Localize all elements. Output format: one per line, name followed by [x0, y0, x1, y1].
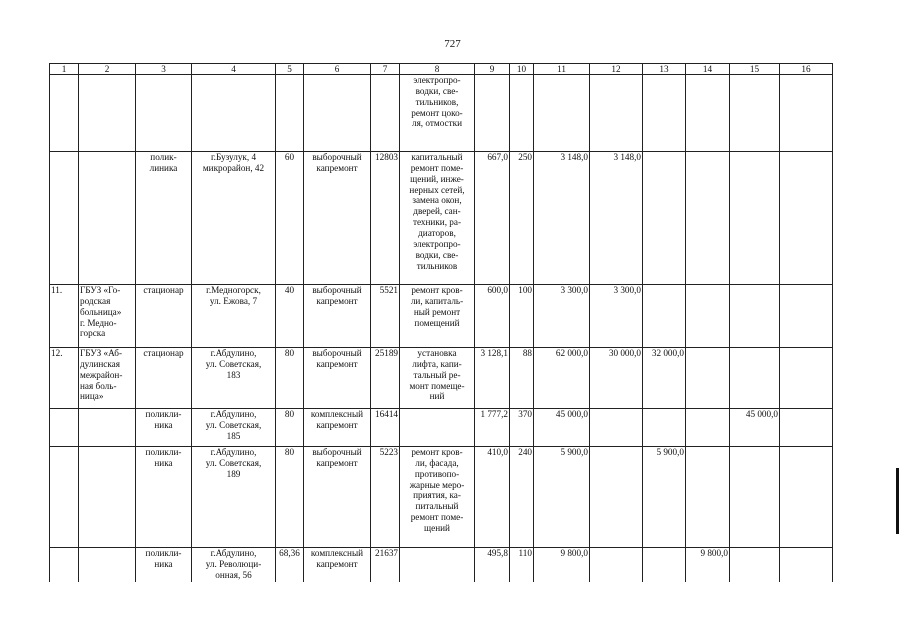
cell-repair-type: выборочный капремонт [304, 447, 371, 548]
cell-col10: 240 [510, 447, 534, 548]
cell-number: 11. [50, 285, 79, 348]
table-row [50, 75, 833, 152]
column-header: 9 [475, 64, 510, 75]
cell-facility-type: полик- линика [136, 152, 192, 285]
cell-number: 12. [50, 348, 79, 409]
cell-col15: 45 000,0 [730, 409, 780, 447]
column-header: 14 [686, 64, 730, 75]
cell-col10 [510, 75, 534, 152]
cell-col5: 40 [276, 285, 304, 348]
cell-institution [79, 548, 136, 583]
cell-col15 [730, 447, 780, 548]
cell-address: г.Абдулино, ул. Революци- онная, 56 [192, 548, 276, 583]
cell-facility-type: стационар [136, 348, 192, 409]
cell-col9: 600,0 [475, 285, 510, 348]
column-header: 16 [780, 64, 833, 75]
column-header: 10 [510, 64, 534, 75]
column-header: 4 [192, 64, 276, 75]
cell-repair-type [304, 75, 371, 152]
cell-col15 [730, 548, 780, 583]
cell-col15 [730, 75, 780, 152]
cell-number [50, 152, 79, 285]
cell-col13: 5 900,0 [643, 447, 686, 548]
cell-col7: 5521 [371, 285, 400, 348]
cell-col16 [780, 409, 833, 447]
cell-col7: 12803 [371, 152, 400, 285]
cell-col5: 80 [276, 409, 304, 447]
cell-col5: 80 [276, 348, 304, 409]
column-header: 1 [50, 64, 79, 75]
table-row [50, 152, 833, 285]
cell-col16 [780, 152, 833, 285]
cell-col16 [780, 348, 833, 409]
cell-col5 [276, 75, 304, 152]
cell-repair-type: комплексный капремонт [304, 548, 371, 583]
cell-col7: 25189 [371, 348, 400, 409]
column-header: 11 [534, 64, 590, 75]
table-row [50, 447, 833, 548]
cell-col12: 3 148,0 [590, 152, 643, 285]
cell-col9: 410,0 [475, 447, 510, 548]
cell-institution [79, 152, 136, 285]
table-row [50, 285, 833, 348]
cell-col11: 3 300,0 [534, 285, 590, 348]
cell-col13 [643, 409, 686, 447]
cell-col12: 30 000,0 [590, 348, 643, 409]
cell-address [192, 75, 276, 152]
cell-repair-type: выборочный капремонт [304, 348, 371, 409]
column-number-row [50, 64, 833, 75]
cell-col11: 9 800,0 [534, 548, 590, 583]
cell-col12 [590, 447, 643, 548]
page-number: 727 [444, 38, 461, 50]
cell-col11: 3 148,0 [534, 152, 590, 285]
cell-number [50, 75, 79, 152]
cell-facility-type: поликли- ника [136, 447, 192, 548]
cell-facility-type: поликли- ника [136, 548, 192, 583]
cell-col13: 32 000,0 [643, 348, 686, 409]
cell-repair-type: выборочный капремонт [304, 152, 371, 285]
cell-col12 [590, 409, 643, 447]
column-header: 8 [400, 64, 475, 75]
cell-address: г.Медногорск, ул. Ежова, 7 [192, 285, 276, 348]
cell-col5: 68,36 [276, 548, 304, 583]
column-header: 2 [79, 64, 136, 75]
cell-col7: 21637 [371, 548, 400, 583]
cell-col16 [780, 447, 833, 548]
cell-col11: 45 000,0 [534, 409, 590, 447]
cell-institution: ГБУЗ «Аб- дулинская межрайон- ная боль- ница» [79, 348, 136, 409]
column-header: 3 [136, 64, 192, 75]
cell-col13 [643, 75, 686, 152]
cell-col15 [730, 285, 780, 348]
cell-col14 [686, 447, 730, 548]
cell-address: г.Абдулино, ул. Советская, 183 [192, 348, 276, 409]
cell-work-description: электропро- водки, све- тильников, ремонт цоко- ля, отмостки [400, 75, 475, 152]
page-edge-mark [896, 468, 899, 534]
cell-work-description [400, 409, 475, 447]
cell-col10: 100 [510, 285, 534, 348]
column-header: 6 [304, 64, 371, 75]
table-row [50, 548, 833, 583]
column-header: 5 [276, 64, 304, 75]
cell-facility-type: поликли- ника [136, 409, 192, 447]
cell-col12 [590, 75, 643, 152]
cell-institution [79, 447, 136, 548]
cell-address: г.Абдулино, ул. Советская, 185 [192, 409, 276, 447]
column-header: 13 [643, 64, 686, 75]
cell-col9: 3 128,1 [475, 348, 510, 409]
cell-col9: 667,0 [475, 152, 510, 285]
cell-facility-type: стационар [136, 285, 192, 348]
cell-work-description: установка лифта, капи- тальный ре- монт помеще- ний [400, 348, 475, 409]
cell-col5: 80 [276, 447, 304, 548]
cell-col9: 1 777,2 [475, 409, 510, 447]
cell-col10: 88 [510, 348, 534, 409]
cell-address: г.Бузулук, 4 микрорайон, 42 [192, 152, 276, 285]
cell-col10: 250 [510, 152, 534, 285]
cell-col11: 62 000,0 [534, 348, 590, 409]
cell-col14 [686, 409, 730, 447]
cell-col15 [730, 152, 780, 285]
cell-col14: 9 800,0 [686, 548, 730, 583]
cell-col7 [371, 75, 400, 152]
column-header: 7 [371, 64, 400, 75]
cell-col13 [643, 285, 686, 348]
cell-col11: 5 900,0 [534, 447, 590, 548]
cell-repair-type: выборочный капремонт [304, 285, 371, 348]
cell-institution [79, 409, 136, 447]
cell-col7: 16414 [371, 409, 400, 447]
cell-number [50, 447, 79, 548]
cell-col16 [780, 548, 833, 583]
cell-facility-type [136, 75, 192, 152]
cell-repair-type: комплексный капремонт [304, 409, 371, 447]
cell-col14 [686, 348, 730, 409]
cell-col10: 370 [510, 409, 534, 447]
cell-institution: ГБУЗ «Го- родская больница» г. Медно- горска [79, 285, 136, 348]
cell-col13 [643, 548, 686, 583]
cell-col12 [590, 548, 643, 583]
cell-col11 [534, 75, 590, 152]
cell-col5: 60 [276, 152, 304, 285]
cell-work-description: ремонт кров- ли, капиталь- ный ремонт помещений [400, 285, 475, 348]
cell-col7: 5223 [371, 447, 400, 548]
renovation-table [49, 63, 833, 582]
cell-col13 [643, 152, 686, 285]
column-header: 15 [730, 64, 780, 75]
cell-col9 [475, 75, 510, 152]
cell-work-description: капитальный ремонт поме- щений, инже- нерных сетей, замена окон, дверей, сан- техники, ра- диаторов, электропро- водки, све- тильников [400, 152, 475, 285]
cell-col16 [780, 75, 833, 152]
cell-col14 [686, 152, 730, 285]
cell-work-description [400, 548, 475, 583]
cell-col16 [780, 285, 833, 348]
cell-col14 [686, 285, 730, 348]
table-row [50, 409, 833, 447]
cell-col12: 3 300,0 [590, 285, 643, 348]
cell-address: г.Абдулино, ул. Советская, 189 [192, 447, 276, 548]
cell-institution [79, 75, 136, 152]
cell-col10: 110 [510, 548, 534, 583]
cell-col9: 495,8 [475, 548, 510, 583]
cell-col14 [686, 75, 730, 152]
cell-number [50, 409, 79, 447]
cell-col15 [730, 348, 780, 409]
cell-number [50, 548, 79, 583]
cell-work-description: ремонт кров- ли, фасада, противопо- жарные меро- приятия, ка- питальный ремонт поме- щений [400, 447, 475, 548]
column-header: 12 [590, 64, 643, 75]
table-row [50, 348, 833, 409]
